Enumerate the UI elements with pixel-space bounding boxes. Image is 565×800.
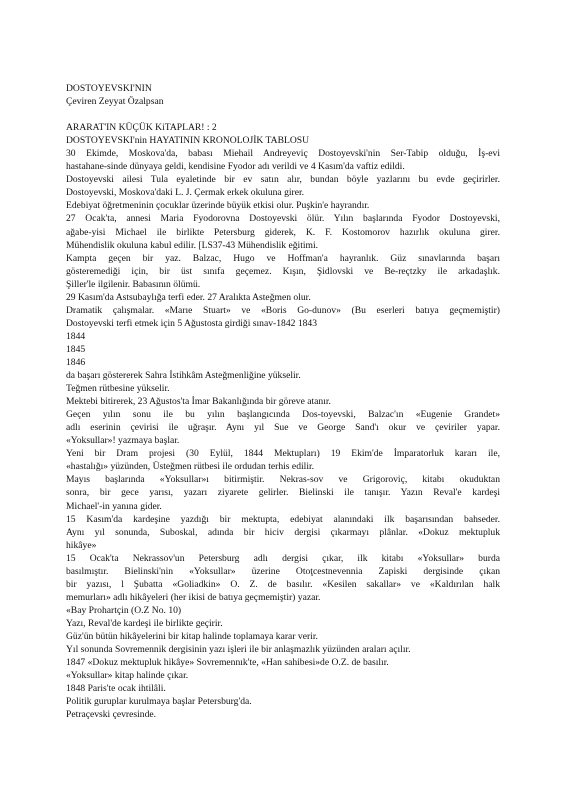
text-line: 1846 [66,356,86,368]
text-line: Geçen yılın sonu ile bu yılın başlangıcında Dos-toyevski, Balzac'ın «Eugenie Grandet» [66,409,500,421]
text-line: 15 Kasım'da kardeşine yazdığı bir mektupta, edebiyat alanındaki ilk başarısından bahseder. [66,513,500,525]
text-line: gösteremediği için, bir üst sınıfa geçemez. Kışın, Şidlovski ve Be-reçtzky ile arkadaşlık. [66,265,500,277]
text-line: Dostoyevski ailesi Tula eyaletinde bir ev satın alır, bundan böyle yazlarını bu evde geçirirler. [66,174,500,186]
text-line: «Yoksullar» kitap halinde çıkar. [66,670,189,682]
text-line: 30 Ekimde, Moskova'da, babası Miehail Andreyeviç Dostoyevski'nin Ser-Tabip olduğu, İş-evi [66,148,500,160]
text-line: Dramatik çalışmalar. «Marıe Stuart» ve «Boris Go-dunov» (Bu eserleri batıya geçmemiştir) [66,304,500,316]
text-line: sonra, bir gece yarısı, yazarı ziyarete gelirler. Bielinski ile tanışır. Yazın Reval'e kardeşi [66,487,500,499]
text-line: 27 Ocak'ta, annesi Maria Fyodorovna Dostoyevski ölür. Yılın başlarında Fyodor Dostoyevski, [66,213,500,225]
text-line: Teğmen rütbesine yükselir. [66,383,170,395]
text-line: memurları» adlı hikâyeleri (her ikisi de batıya geçmemiştir) yazar. [66,591,321,603]
text-line: Petraçevski çevresinde. [66,709,157,721]
text-line: Güz'ün bütün hikâyelerini bir kitap halinde toplamaya karar verir. [66,630,318,642]
text-line: Michael'-in yanına gider. [66,500,162,512]
text-line: Yeni bir Dram projesi (30 Eylül, 1844 Mektupları) 19 Ekim'de İmparatorluk kararı ile, [66,448,500,460]
text-line: basılmıştır. Bielinski'nin «Yoksullar» üzerine Otoţcestnevennia Zapiski dergisinde çıkan [66,565,500,577]
text-line: Edebiyat öğretmeninin çocuklar üzerinde büyük etkisi olur. Puşkin'e hayrandır. [66,200,370,212]
text-line: 15 Ocak'ta Nekrassov'un Petersburg adlı dergisi çıkar, ilk kitabı «Yoksullar» burda [66,552,500,564]
text-line: Mühendislik okuluna kabul edilir. [LS37-43 Mühendislik eğitimi. [66,239,319,251]
text-line: «hastalığı» yüzünden, Üsteğmen rütbesi ile ordudan terhis edilir. [66,461,315,473]
text-line: 1845 [66,343,86,355]
text-line: Dostoyevski terfi etmek için 5 Ağustosta girdiği sınav-1842 1843 [66,317,318,329]
chronology-text [66,147,500,721]
text-line: 1848 Paris'te ocak ihtilâli. [66,683,166,695]
text-line: Mektebi bitirerek, 23 Ağustos'ta İmar Bakanlığında bir göreve atanır. [66,396,331,408]
blank-line [66,108,500,121]
text-line: Şiller'le ilgilenir. Babasının ölümü. [66,278,201,290]
text-line: Aynı yıl sonunda, Suboskal, adında bir hiciv dergisi çıkarmayı plânlar. «Dokuz mektupluk [66,526,500,538]
text-line: 29 Kasım'da Astsubaylığa terfi eder. 27 Aralıkta Asteğmen olur. [66,291,311,303]
text-line: Kampta geçen bir yaz. Balzac, Hugo ve Hoffman'a hayranlık. Güz sınavlarında başarı [66,252,500,264]
text-line: 1844 [66,330,86,342]
text-line: 1847 «Dokuz mektupluk hikâye» Sovremennık'te, «Han sahibesi»de O.Z. de basılır. [66,657,389,669]
text-line: Yıl sonunda Sovremennik dergisinin yazı işleri ile bir anlaşmazlık yüzünden araları açılır. [66,644,411,656]
series-title: ARARAT'IN KÜÇÜK KiTAPLAR! : 2 [66,122,217,134]
section-title: DOSTOYEVSKI'nin HAYATININ KRONOLOJİK TABLOSU [66,135,310,147]
book-title: DOSTOYEVSKI'NIN [66,83,152,94]
text-line: «Yoksullar»! yazmaya başlar. [66,435,180,447]
text-line: hastahane-sinde dünyaya geldi, kendisine Fyodor adı verildi ve 4 Kasım'da vaftiz edildi. [66,161,405,173]
text-line: ağabe-yisi Michael ile birlikte Petersburg giderek, K. F. Kostomorov hazırlık okuluna girer. [66,226,500,238]
text-line: Dostoyevski, Moskova'daki L. J. Çermak erkek okuluna girer. [66,187,305,199]
text-line: «Bay Prohartçin (O.Z No. 10) [66,604,182,616]
text-line: Politik guruplar kurulmaya başlar Petersburg'da. [66,696,252,708]
text-line: hikâye» [66,539,97,551]
translator-line: Çeviren Zeyyat Özalpsan [66,96,164,108]
text-line: Yazı, Reval'de kardeşi ile birlikte geçirir. [66,617,223,629]
text-line: bir yazısı, l Şubatta «Goliadkin» O. Z. de basılır. «Kesilen sakallar» ve «Kaldırılan halk [66,578,500,590]
text-line: da başarı göstererek Sahra İstihkâm Asteğmenliğine yükselir. [66,370,301,382]
document-page [66,82,500,721]
text-line: Mayıs başlarında «Yoksullar»ı bitirmiştir. Nekras-sov ve Grigoroviç, kitabı okuduktan [66,474,500,486]
text-line: adlı eserinin çevirisi ile uğraşır. Aynı yıl Sue ve George Sand'ı okur ve çeviriler yapar. [66,422,500,434]
